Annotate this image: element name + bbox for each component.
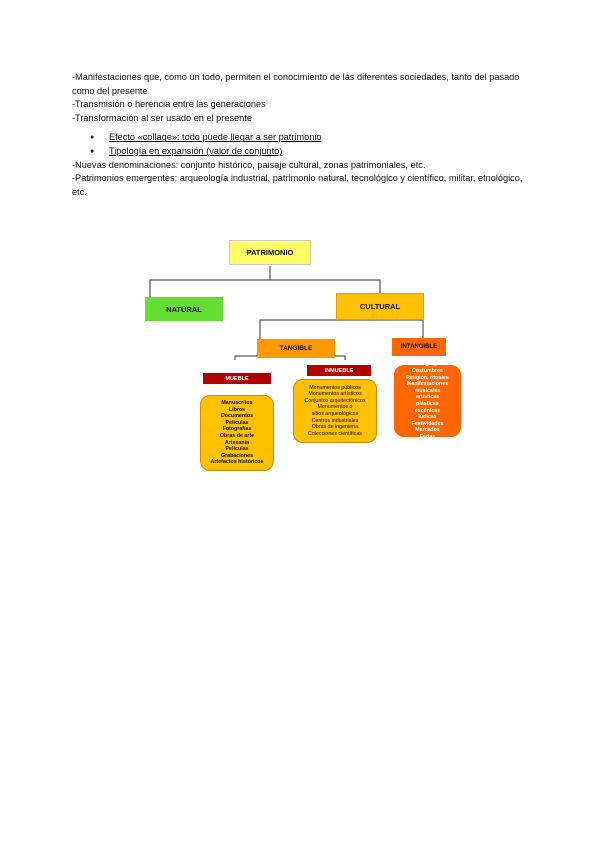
diagram-list-item: Grabaciones [220, 452, 254, 459]
diagram-list-item: Películas [225, 419, 249, 426]
intangible-node: INTANGIBLE [392, 338, 446, 356]
connector-lines [140, 234, 480, 484]
paragraph-patrimonios-emergentes: -Patrimonios emergentes: arqueología industrial, patrimonio natural, tecnológico y científico, militar, etnológico, etc. [72, 173, 523, 197]
cultural-node: CULTURAL [336, 293, 424, 320]
diagram-list-item: Mercados [415, 427, 440, 434]
diagram-list-item: Documentos [220, 413, 254, 420]
diagram-list-item: Obras de arte [219, 433, 255, 439]
diagram-list-item: lúdicas [418, 414, 437, 421]
intangible-items-list [394, 361, 461, 440]
paragraph-transmision: -Transmisión o herencia entre las generaciones [72, 99, 266, 110]
diagram-list-item: Artefactos históricos [210, 459, 264, 466]
diagram-list-item: Colecciones científicas [308, 430, 362, 437]
text-block [72, 71, 532, 199]
line-cultural-tangible [260, 320, 380, 340]
diagram-list-item: artísticas [415, 394, 440, 401]
bullet-text-tipologia: Tipología en expansión (valor de conjunto) [109, 145, 283, 156]
diagram-list-item: Manifestaciones [406, 381, 449, 388]
diagram-list-item: Monumentos artísticos [308, 391, 362, 398]
line-root-natural [150, 266, 270, 298]
diagram-list-item: Lenguaje [415, 361, 440, 368]
paragraph-manifestaciones: -Manifestaciones que, como un todo, permiten el conocimiento de las diferentes sociedades, tanto del pasado como del presente [72, 72, 520, 96]
diagram-list-item: escénicas [414, 407, 441, 414]
diagram-list-item: musicales [414, 387, 441, 394]
bullet-list [72, 131, 532, 158]
diagram-list-item: Monumentos o [317, 404, 353, 411]
diagram-list-item: Ferias [419, 433, 436, 440]
diagram-list-item: Artesanía [224, 439, 250, 446]
diagram-list-item: plásticas [416, 401, 439, 407]
diagram-list-item: Religión, rituales [406, 374, 449, 381]
diagram-list-item: Monumentos públicos [309, 384, 361, 391]
patrimonio-diagram [140, 234, 480, 484]
patrimonio-node: PATRIMONIO [229, 240, 311, 265]
diagram-list-item: Conjuntos arquitectónicos [304, 397, 366, 404]
diagram-list-item: Centros industriales [311, 417, 359, 424]
bullet-item [90, 131, 532, 145]
line-cultural-intangible [380, 320, 423, 338]
diagram-list-item: Festividades [411, 420, 444, 427]
paragraph-nuevas-denominaciones: -Nuevas denominaciones: conjunto histórico, paisaje cultural, zonas patrimoniales, etc. [72, 159, 426, 170]
natural-node: NATURAL [145, 297, 223, 321]
bullet-item [90, 145, 532, 159]
tangible-node: TANGIBLE [257, 339, 335, 358]
diagram-list-item: Películas [225, 446, 249, 453]
paragraph-transformacion: -Transformación al ser usado en el presente [72, 112, 252, 123]
mueble-label: MUEBLE [203, 373, 271, 384]
diagram-list-item: Obras de ingeniería [311, 424, 359, 431]
bullet-text-collage: Efecto «collage»: todo puede llegar a ser patrimonio [109, 132, 322, 143]
diagram-list-item: Costumbres [412, 368, 443, 375]
diagram-list-item: Libros [228, 406, 246, 413]
diagram-list-item: sitios arqueológicos [311, 411, 359, 417]
mueble-items-list [200, 395, 274, 471]
line-root-cultural [270, 280, 380, 294]
inmueble-items-list [293, 379, 377, 443]
diagram-list-item: Fotografías [222, 426, 252, 433]
diagram-list-item: Manuscritos [221, 400, 253, 407]
inmueble-label: INMUEBLE [307, 365, 371, 376]
